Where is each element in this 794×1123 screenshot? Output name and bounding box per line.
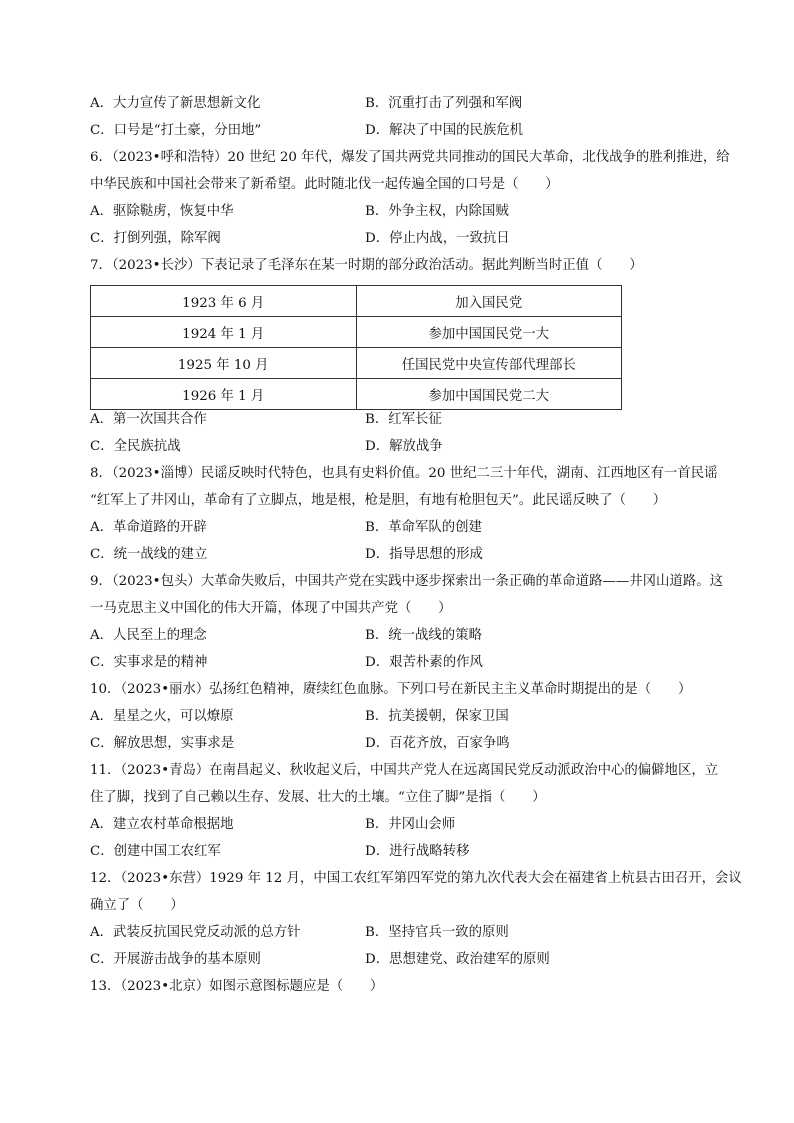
table-cell-date: 1926 年 1 月 xyxy=(91,379,357,410)
q12-option-d: D．思想建党、政治建军的原则 xyxy=(365,952,550,967)
table-row xyxy=(91,317,622,348)
q6-option-a: A．驱除鞑虏，恢复中华 xyxy=(90,204,234,219)
q10-option-a: A．星星之火，可以燎原 xyxy=(90,709,234,724)
q8-stem-line1: 8．（2023•淄博）民谣反映时代特色，也具有史料价值。20 世纪二三十年代，湖南、江西地区有一首民谣 xyxy=(90,466,718,481)
q6-stem-line1: 6．（2023•呼和浩特）20 世纪 20 年代，爆发了国共两党共同推动的国民大革命，北伐战争的胜利推进，给 xyxy=(90,150,730,165)
q9-stem-line1: 9．（2023•包头）大革命失败后，中国共产党在实践中逐步探索出一条正确的革命道路——井冈山道路。这 xyxy=(90,574,723,589)
q5-option-d: D．解决了中国的民族危机 xyxy=(365,123,524,138)
table-cell-date: 1923 年 6 月 xyxy=(91,286,357,317)
q10-option-c: C．解放思想，实事求是 xyxy=(90,736,235,751)
table-cell-date: 1924 年 1 月 xyxy=(91,317,357,348)
q12-option-c: C．开展游击战争的基本原则 xyxy=(90,952,261,967)
table-cell-event: 任国民党中央宣传部代理部长 xyxy=(356,348,622,379)
q8-option-a: A．革命道路的开辟 xyxy=(90,520,207,535)
q9-stem-line2: 一马克思主义中国化的伟大开篇，体现了中国共产党（ ） xyxy=(90,601,452,616)
table-cell-date: 1925 年 10 月 xyxy=(91,348,357,379)
table-row xyxy=(91,286,622,317)
q8-option-b: B．革命军队的创建 xyxy=(365,520,482,535)
q11-option-c: C．创建中国工农红军 xyxy=(90,844,221,859)
q6-option-b: B．外争主权，内除国贼 xyxy=(365,204,509,219)
q8-stem-line2: “红军上了井冈山，革命有了立脚点，地是根，枪是胆，有地有枪胆包天”。此民谣反映了（ ） xyxy=(90,493,667,508)
q7-option-c: C．全民族抗战 xyxy=(90,439,181,454)
table-cell-event: 参加中国国民党一大 xyxy=(356,317,622,348)
table-cell-event: 加入国民党 xyxy=(356,286,622,317)
q5-option-b: B．沉重打击了列强和军阀 xyxy=(365,96,523,111)
q13-stem-line1: 13．（2023•北京）如图示意图标题应是（ ） xyxy=(90,979,384,994)
q9-option-a: A．人民至上的理念 xyxy=(90,628,207,643)
q7-stem-line1: 7．（2023•长沙）下表记录了毛泽东在某一时期的部分政治活动。据此判断当时正值（ ） xyxy=(90,258,643,273)
q6-stem-line2: 中华民族和中国社会带来了新希望。此时随北伐一起传遍全国的口号是（ ） xyxy=(90,177,559,192)
q12-stem-line1: 12．（2023•东营）1929 年 12 月，中国工农红军第四军党的第九次代表大会在福建省上杭县古田召开，会议 xyxy=(90,871,742,886)
table-cell-event: 参加中国国民党二大 xyxy=(356,379,622,410)
q7-option-d: D．解放战争 xyxy=(365,439,443,454)
q12-option-a: A．武装反抗国民党反动派的总方针 xyxy=(90,925,301,940)
q8-option-c: C．统一战线的建立 xyxy=(90,547,208,562)
table-row xyxy=(91,379,622,410)
q12-stem-line2: 确立了（ ） xyxy=(90,898,184,913)
q11-option-a: A．建立农村革命根据地 xyxy=(90,817,234,832)
q5-option-c: C．口号是“打土豪，分田地” xyxy=(90,123,262,138)
q8-option-d: D．指导思想的形成 xyxy=(365,547,483,562)
q10-option-b: B．抗美援朝，保家卫国 xyxy=(365,709,509,724)
q10-stem-line1: 10．（2023•丽水）弘扬红色精神，赓续红色血脉。下列口号在新民主主义革命时期提出的是（ ） xyxy=(90,682,692,697)
q11-stem-line2: 住了脚，找到了自己赖以生存、发展、壮大的土壤。“立住了脚”是指（ ） xyxy=(90,790,546,805)
q7-activity-table xyxy=(90,285,622,410)
q11-option-b: B．井冈山会师 xyxy=(365,817,456,832)
q9-option-d: D．艰苦朴素的作风 xyxy=(365,655,483,670)
q5-option-a: A．大力宣传了新思想新文化 xyxy=(90,96,261,111)
q7-option-a: A．第一次国共合作 xyxy=(90,412,207,427)
q10-option-d: D．百花齐放，百家争鸣 xyxy=(365,736,510,751)
q9-option-b: B．统一战线的策略 xyxy=(365,628,482,643)
q7-option-b: B．红军长征 xyxy=(365,412,442,427)
table-row xyxy=(91,348,622,379)
q11-option-d: D．进行战略转移 xyxy=(365,844,470,859)
q12-option-b: B．坚持官兵一致的原则 xyxy=(365,925,509,940)
q6-option-d: D．停止内战，一致抗日 xyxy=(365,231,510,246)
q6-option-c: C．打倒列强，除军阀 xyxy=(90,231,221,246)
q11-stem-line1: 11．（2023•青岛）在南昌起义、秋收起义后，中国共产党人在远离国民党反动派政治中心的偏僻地区，立 xyxy=(90,763,719,778)
q9-option-c: C．实事求是的精神 xyxy=(90,655,208,670)
